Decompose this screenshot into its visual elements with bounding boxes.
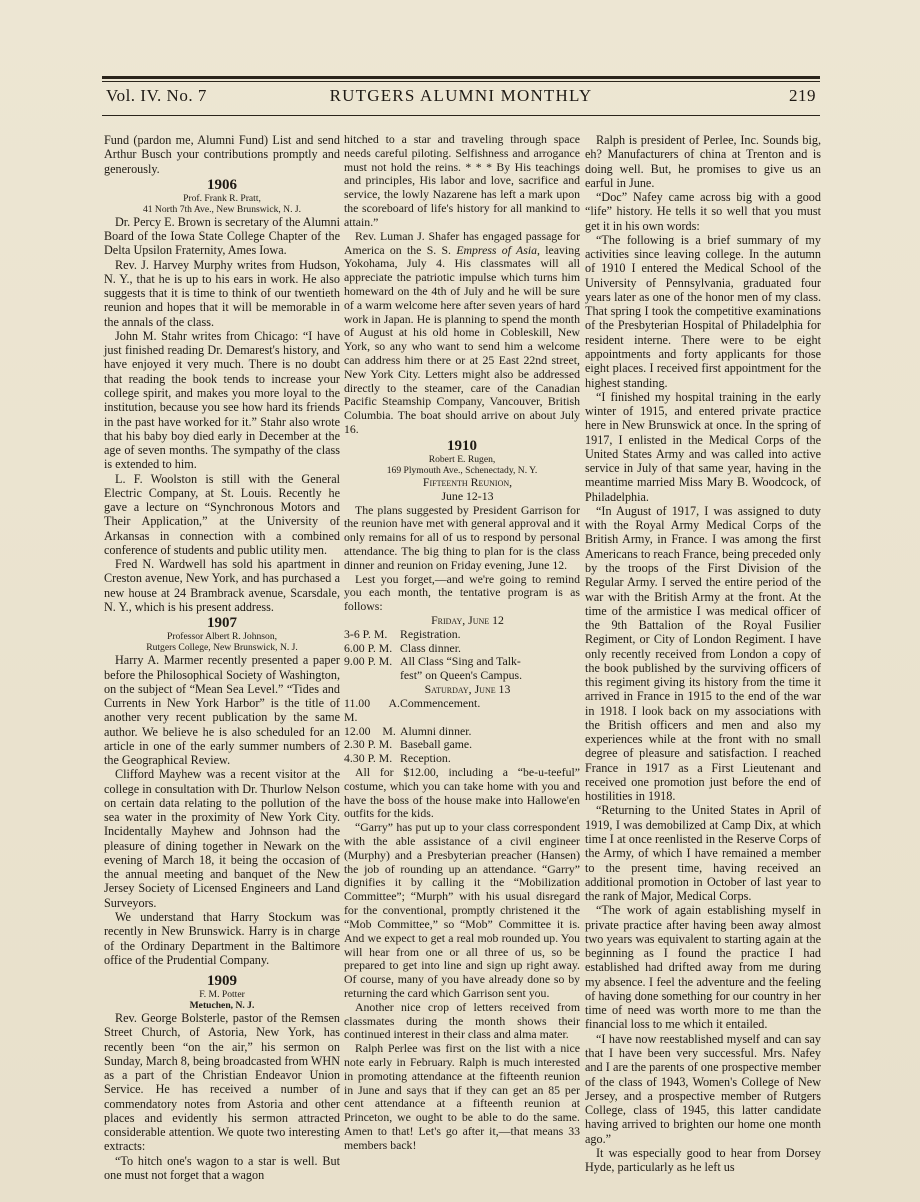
- paragraph: “Doc” Nafey came across big with a good “life” history. He tells it so well that you must get it in his own words:: [585, 190, 821, 233]
- schedule-row: [344, 725, 580, 739]
- ship-name: Empress of Asia: [456, 242, 538, 257]
- schedule-event: All Class “Sing and Talk-: [400, 654, 521, 669]
- schedule-row: [344, 628, 580, 642]
- paragraph: Ralph Perlee was first on the list with a nice note early in February. Ralph is much interested in promoting attendance at the fifteenth reunion in June and says that if they can get an 85 per cent attendance at a fifteenth reunion at Princeton, we ought to be able to do the same. Amen to that! Let's go after it,—that means 33 members back!: [344, 1041, 580, 1152]
- class-year-heading: 1910: [447, 437, 477, 454]
- paragraph: [344, 230, 580, 437]
- class-year-heading: 1909: [207, 973, 237, 990]
- paragraph: “Returning to the United States in April of 1919, I was demobilized at Camp Dix, at which time I at once reenlisted in the Reserve Corps of the Army, of which I have remained a member to the present time, having received an additional promotion in October of last year to the rank of Major, Medical Corps.: [585, 803, 821, 904]
- schedule-friday: [344, 628, 580, 683]
- paragraph: “The following is a brief summary of my activities since leaving college. In the autumn of 1910 I entered the Medical School of the University of Pennsylvania, graduated four years later as one of the honor men of my class. That spring I took the competitive examinations of the Presbyterian Hospital of Philadelphia for resident interne. There were to be eight appointments and forty applicants for those eight places. I received first appointment for the highest standing.: [585, 232, 821, 390]
- paragraph: “I finished my hospital training in the early winter of 1915, and entered private practice here in New Brunswick at once. In the spring of 1917, I enlisted in the Medical Corps of the United States Army and was called into active service in July of that same year, having in the meantime married Miss Mary B. Woodcock, of Philadelphia.: [585, 389, 821, 504]
- schedule-time: 12.00 M.: [344, 723, 396, 738]
- schedule-event: Reception.: [400, 751, 451, 766]
- paragraph: Fred N. Wardwell has sold his apartment in Creston avenue, New York, and has purchased a new house at 24 Brambrack avenue, Scarsdale, N. Y., which is his present address.: [104, 557, 340, 614]
- class-secretary-name: F. M. Potter: [199, 989, 245, 1001]
- paragraph: Another nice crop of letters received from classmates during the month shows their continued interest in their class and alma mater.: [344, 999, 580, 1042]
- schedule-event-continued: fest” on Queen's Campus.: [400, 668, 523, 683]
- class-secretary-address: 41 North 7th Ave., New Brunswick, N. J.: [142, 203, 302, 215]
- header-bottom-rule: [102, 115, 820, 116]
- schedule-event: Alumni dinner.: [400, 723, 472, 738]
- column-2: [344, 133, 580, 1153]
- reunion-heading: Fifteenth Reunion,: [422, 474, 513, 489]
- paragraph: Lest you forget,—and we're going to remind you each month, the tentative program is as follows:: [344, 571, 580, 614]
- class-secretary-address: Metuchen, N. J.: [189, 1000, 255, 1012]
- schedule-time: 4.30 P. M.: [344, 751, 393, 766]
- class-secretary-name: Professor Albert R. Johnson,: [166, 631, 278, 643]
- column-1: [104, 133, 340, 1182]
- paragraph: “Garry” has put up to your class correspondent with the able assistance of a civil engineer (Murphy) and a Presbyterian preacher (Hansen) the job of rounding up an attendance. “Garry” dignifies it by calling it the “Mobilization Committee”; “Murph” with his usual disregard for the conventional, promptly christened it the “Mob Committee,” so “Mob” Committee it is. And we expect to get a real mob rounded up. You will hear from one or all three of us, so be prepared to get into line and sign up right away. Of course, many of you have already done so by returning the card which Garrison sent you.: [344, 820, 580, 1000]
- header-top-rule: [102, 76, 820, 82]
- reunion-dates: June 12-13: [441, 488, 494, 503]
- journal-title: RUTGERS ALUMNI MONTHLY: [329, 86, 593, 105]
- column-3: [585, 133, 821, 1174]
- class-year-heading: 1906: [207, 176, 237, 193]
- schedule-event: Class dinner.: [400, 640, 461, 655]
- class-year-heading: 1907: [207, 615, 237, 632]
- page-number: 219: [789, 86, 816, 105]
- paragraph: Ralph is president of Perlee, Inc. Sounds big, eh? Manufacturers of china at Trenton and is doing well. But, he promises to give us an earful in June.: [585, 133, 821, 190]
- running-header: [106, 86, 816, 112]
- schedule-event: Baseball game.: [400, 737, 473, 752]
- schedule-row: [344, 642, 580, 656]
- paragraph: Rev. J. Harvey Murphy writes from Hudson, N. Y., that he is up to his ears in work. He also suggests that it is time to think of our twentieth reunion and hopes that it will be memorable in the annals of the class.: [104, 257, 340, 329]
- paragraph: “The work of again establishing myself in private practice after having been away almost two years was equivalent to starting again at the beginning as I found the practice I had established had drifted away from me during my absence. I feel the adventure and the feeling of having done something for our country in her time of need was worth more to me than the financial loss to me which it entailed.: [585, 903, 821, 1032]
- schedule-saturday: [344, 697, 580, 766]
- schedule-time: 3-6 P. M.: [344, 626, 388, 641]
- paragraph: Rev. George Bolsterle, pastor of the Remsen Street Church, of Astoria, New York, has recently been “on the air,” his sermon on Sunday, March 8, being broadcasted from WHN as a part of the Christian Endeavor Union Service. He has received a number of commendatory notes from Astoria and other places and evidently his sermon attracted considerable attention. We quote two interesting extracts:: [104, 1011, 340, 1154]
- paragraph: All for $12.00, including a “be-u-teeful” costume, which you can take home with you and have the boss of the house make into Hallowe'en outfits for the kids.: [344, 764, 580, 821]
- paragraph: Dr. Percy E. Brown is secretary of the Alumni Board of the Iowa State College Chapter of the Delta Upsilon Fraternity, Ames Iowa.: [104, 214, 340, 258]
- class-secretary-address: 169 Plymouth Ave., Schenectady, N. Y.: [386, 464, 538, 476]
- paragraph: We understand that Harry Stockum was recently in New Brunswick. Harry is in charge of the Ordinary Department in the Baltimore office of the Prudential Company.: [104, 910, 340, 967]
- schedule-time: 11.00 A. M.: [344, 695, 400, 724]
- schedule-row: [344, 738, 580, 752]
- schedule-row: [344, 752, 580, 766]
- schedule-row: [344, 697, 580, 725]
- paragraph: It was especially good to hear from Dorsey Hyde, particularly as he left us: [585, 1145, 821, 1175]
- paragraph: L. F. Woolston is still with the General Electric Company, at St. Louis. Recently he gave a lecture on “Synchronous Motors and Their Application,” at the University of Arkansas in connection with a combined conference of students and public utility men.: [104, 471, 340, 557]
- schedule-day-heading: Friday, June 12: [431, 613, 504, 627]
- schedule-time: 6.00 P. M.: [344, 640, 393, 655]
- paragraph: The plans suggested by President Garrison for the reunion have met with general approval and it only remains for all of us to respond by personal attendance. The big thing to plan for is the class dinner and reunion on Friday evening, June 12.: [344, 502, 580, 572]
- schedule-event: Registration.: [400, 626, 461, 641]
- paragraph: hitched to a star and traveling through space needs careful piloting. Selfishness and arrogance must not hold the reins. * * * By His teachings and principles, His labor and love, sacrifice and service, the lowly Nazarene has left a mark upon the scoreboard of life's history for all mankind to attain.”: [344, 132, 580, 229]
- paragraph: Clifford Mayhew was a recent visitor at the college in consultation with Dr. Thurlow Nelson on certain data relating to the pollution of the sea water in the proximity of New York City. Incidentally Mayhew and Johnson had the pleasure of dining together in Newark on the evening of March 18, it being the occasion of the annual meeting and banquet of the New Jersey Society of Licensed Engineers and Land Surveyors.: [104, 767, 340, 910]
- schedule-time: 9.00 P. M.: [344, 654, 393, 669]
- class-secretary-name: Robert E. Rugen,: [428, 453, 496, 465]
- class-secretary-address: Rutgers College, New Brunswick, N. J.: [146, 642, 298, 654]
- text-run: , leaving Yokohama, July 4. His classmates will all appreciate the patriotic impulse which turns him homeward on the 4th of July and he will be sure of a warm welcome here after seven years of hard work in Japan. He is planning to spend the month of August at his old home in Cobleskill, New York, so any who want to send him a welcome can address him there or at 25 East 22nd street, New York City. Letters might also be addressed directly to the steamer, care of the Canadian Pacific Steamship Company, Vancouver, British Columbia. The boat should arrive on about July 16.: [344, 242, 580, 437]
- paragraph: “I have now reestablished myself and can say that I have been very successful. Mrs. Nafey and I are the parents of one prospective member of the class of 1943, Women's College of New Jersey, and a prospective member of Rutgers College, class of 1945, this latter candidate having arrived to brighten our home one month ago.”: [585, 1031, 821, 1146]
- text-run: Rev. Luman J. Shafer has engaged passage for America on the S. S.: [344, 228, 580, 257]
- paragraph: Fund (pardon me, Alumni Fund) List and send Arthur Busch your contributions promptly and generously.: [104, 133, 340, 176]
- class-secretary-name: Prof. Frank R. Pratt,: [183, 192, 261, 204]
- paragraph: “To hitch one's wagon to a star is well. But one must not forget that a wagon: [104, 1153, 340, 1182]
- schedule-day-heading: Saturday, June 13: [424, 682, 511, 697]
- volume-number: Vol. IV. No. 7: [106, 86, 207, 105]
- schedule-time: 2.30 P. M.: [344, 737, 393, 752]
- schedule-event: Commencement.: [400, 695, 481, 710]
- schedule-row: [344, 655, 580, 669]
- paragraph: John M. Stahr writes from Chicago: “I have just finished reading Dr. Demarest's history, and have enjoyed it very much. There is no doubt that reading the book tends to increase your college spirit, and makes you more loyal to the institution, because you see how hard its friends in the past have worked for it.” Stahr also wrote that his baby boy died early in December at the age of seven months. The sympathy of the class is extended to him.: [104, 328, 340, 472]
- paragraph: Harry A. Marmer recently presented a paper before the Philosophical Society of Washington, on the subject of “Mean Sea Level.” “Tides and Currents in New York Harbor” is the title of another very recent publication by the same author. We believe he is also scheduled for an article in one of the early summer numbers of the Geographical Review.: [104, 653, 340, 768]
- paragraph: “In August of 1917, I was assigned to duty with the Royal Army Medical Corps of the British Army, in France. I was among the first Americans to reach France, being preceded only by the troops of the First Division of the Regular Army. I served the entire period of the war with the British Army at the front. At the time of the armistice I was medical officer of the 9th Battalion of the Royal Fusilier Regiment, or City of London Regiment. I have only recently received from London a copy of the book published by the surviving officers of this regiment giving its history from the time it arrived in France in 1915 to the end of the war in 1918. I look back on my associations with the British officers and men and also my experiences while at the front with no small degree of pleasure and satisfaction. I reached France in 1917 as a First Lieutenant and received one promotion just before the end of hostilities in 1918.: [585, 503, 821, 804]
